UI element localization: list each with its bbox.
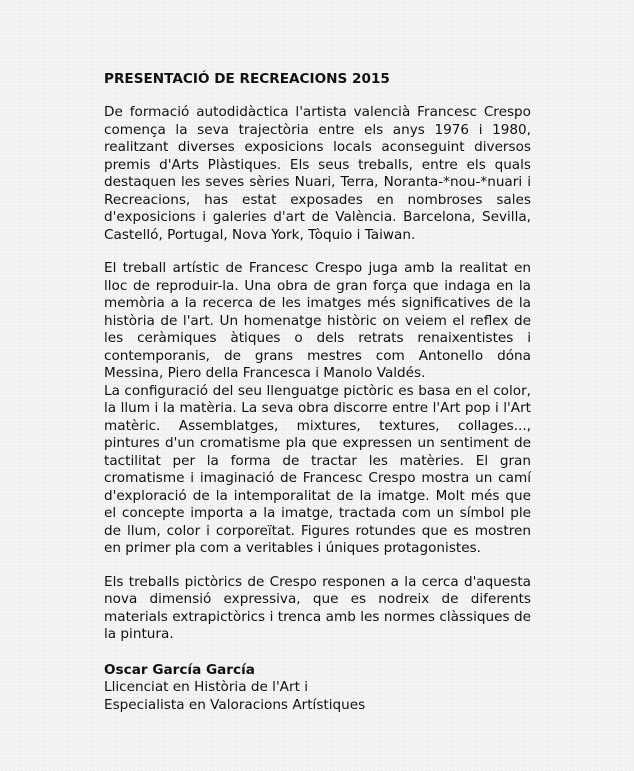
- paragraph: De formació autodidàctica l'artista valencià Francesc Crespo comença la seva trajectòria entre els anys 1976 i 1980, realitzant diverses exposicions locals aconseguint diversos premis d'Arts Plàstiques. Els seus treballs, entre els quals destaquen les seves sèries Nuari, Terra, Noranta-*nou-*nuari i Recreacions, has estat exposades en nombroses sales d'exposicions i galeries d'art de València. Barcelona, Sevilla, Castelló, Portugal, Nova York, Tòquio i Taiwan.: [104, 104, 531, 243]
- author-name: Oscar García García: [104, 661, 255, 678]
- paragraph: La configuració del seu llenguatge pictòric es basa en el color, la llum i la matèria. La seva obra discorre entre l'Art pop i l'Art matèric. Assemblatges, mixtures, textures, collages..., pintures d'un cromatisme pla que expressen un sentiment de tactilitat per la forma de tractar les matèries. El gran cromatisme i imaginació de Francesc Crespo mostra un camí d'exploració de la intemporalitat de la imatge. Molt més que el concepte importa a la imatge, tractada com un símbol ple de llum, color i corporeïtat. Figures rotundes que es mostren en primer pla com a veritables i úniques protagonistes.: [104, 382, 531, 556]
- paragraph-block-3: [104, 574, 531, 644]
- document-page: [104, 70, 531, 714]
- paragraph-block-2: [104, 260, 531, 558]
- paragraph: El treball artístic de Francesc Crespo juga amb la realitat en lloc de reproduir-la. Una obra de gran força que indaga en la memòria a la recerca de les imatges més significatives de la història de l'art. Un homenatge històric on veiem el reflex de les ceràmiques àtiques o dels retrats renaixentistes i contemporanis, de grans mestres com Antonello dóna Messina, Piero della Francesca i Manolo Valdés.: [104, 260, 531, 381]
- document-title: PRESENTACIÓ DE RECREACIONS 2015: [104, 71, 390, 87]
- paragraph-block-1: [104, 104, 531, 244]
- author-title-line-1: Llicenciat en Història de l'Art i: [104, 679, 308, 695]
- author-title-line-2: Especialista en Valoracions Artístiques: [104, 696, 366, 713]
- signature-block: [104, 662, 531, 715]
- paragraph: Els treballs pictòrics de Crespo responen a la cerca d'aquesta nova dimensió expressiva, que es nodreix de diferents materials extrapictòrics i trenca amb les normes clàssiques de la pintura.: [104, 573, 531, 642]
